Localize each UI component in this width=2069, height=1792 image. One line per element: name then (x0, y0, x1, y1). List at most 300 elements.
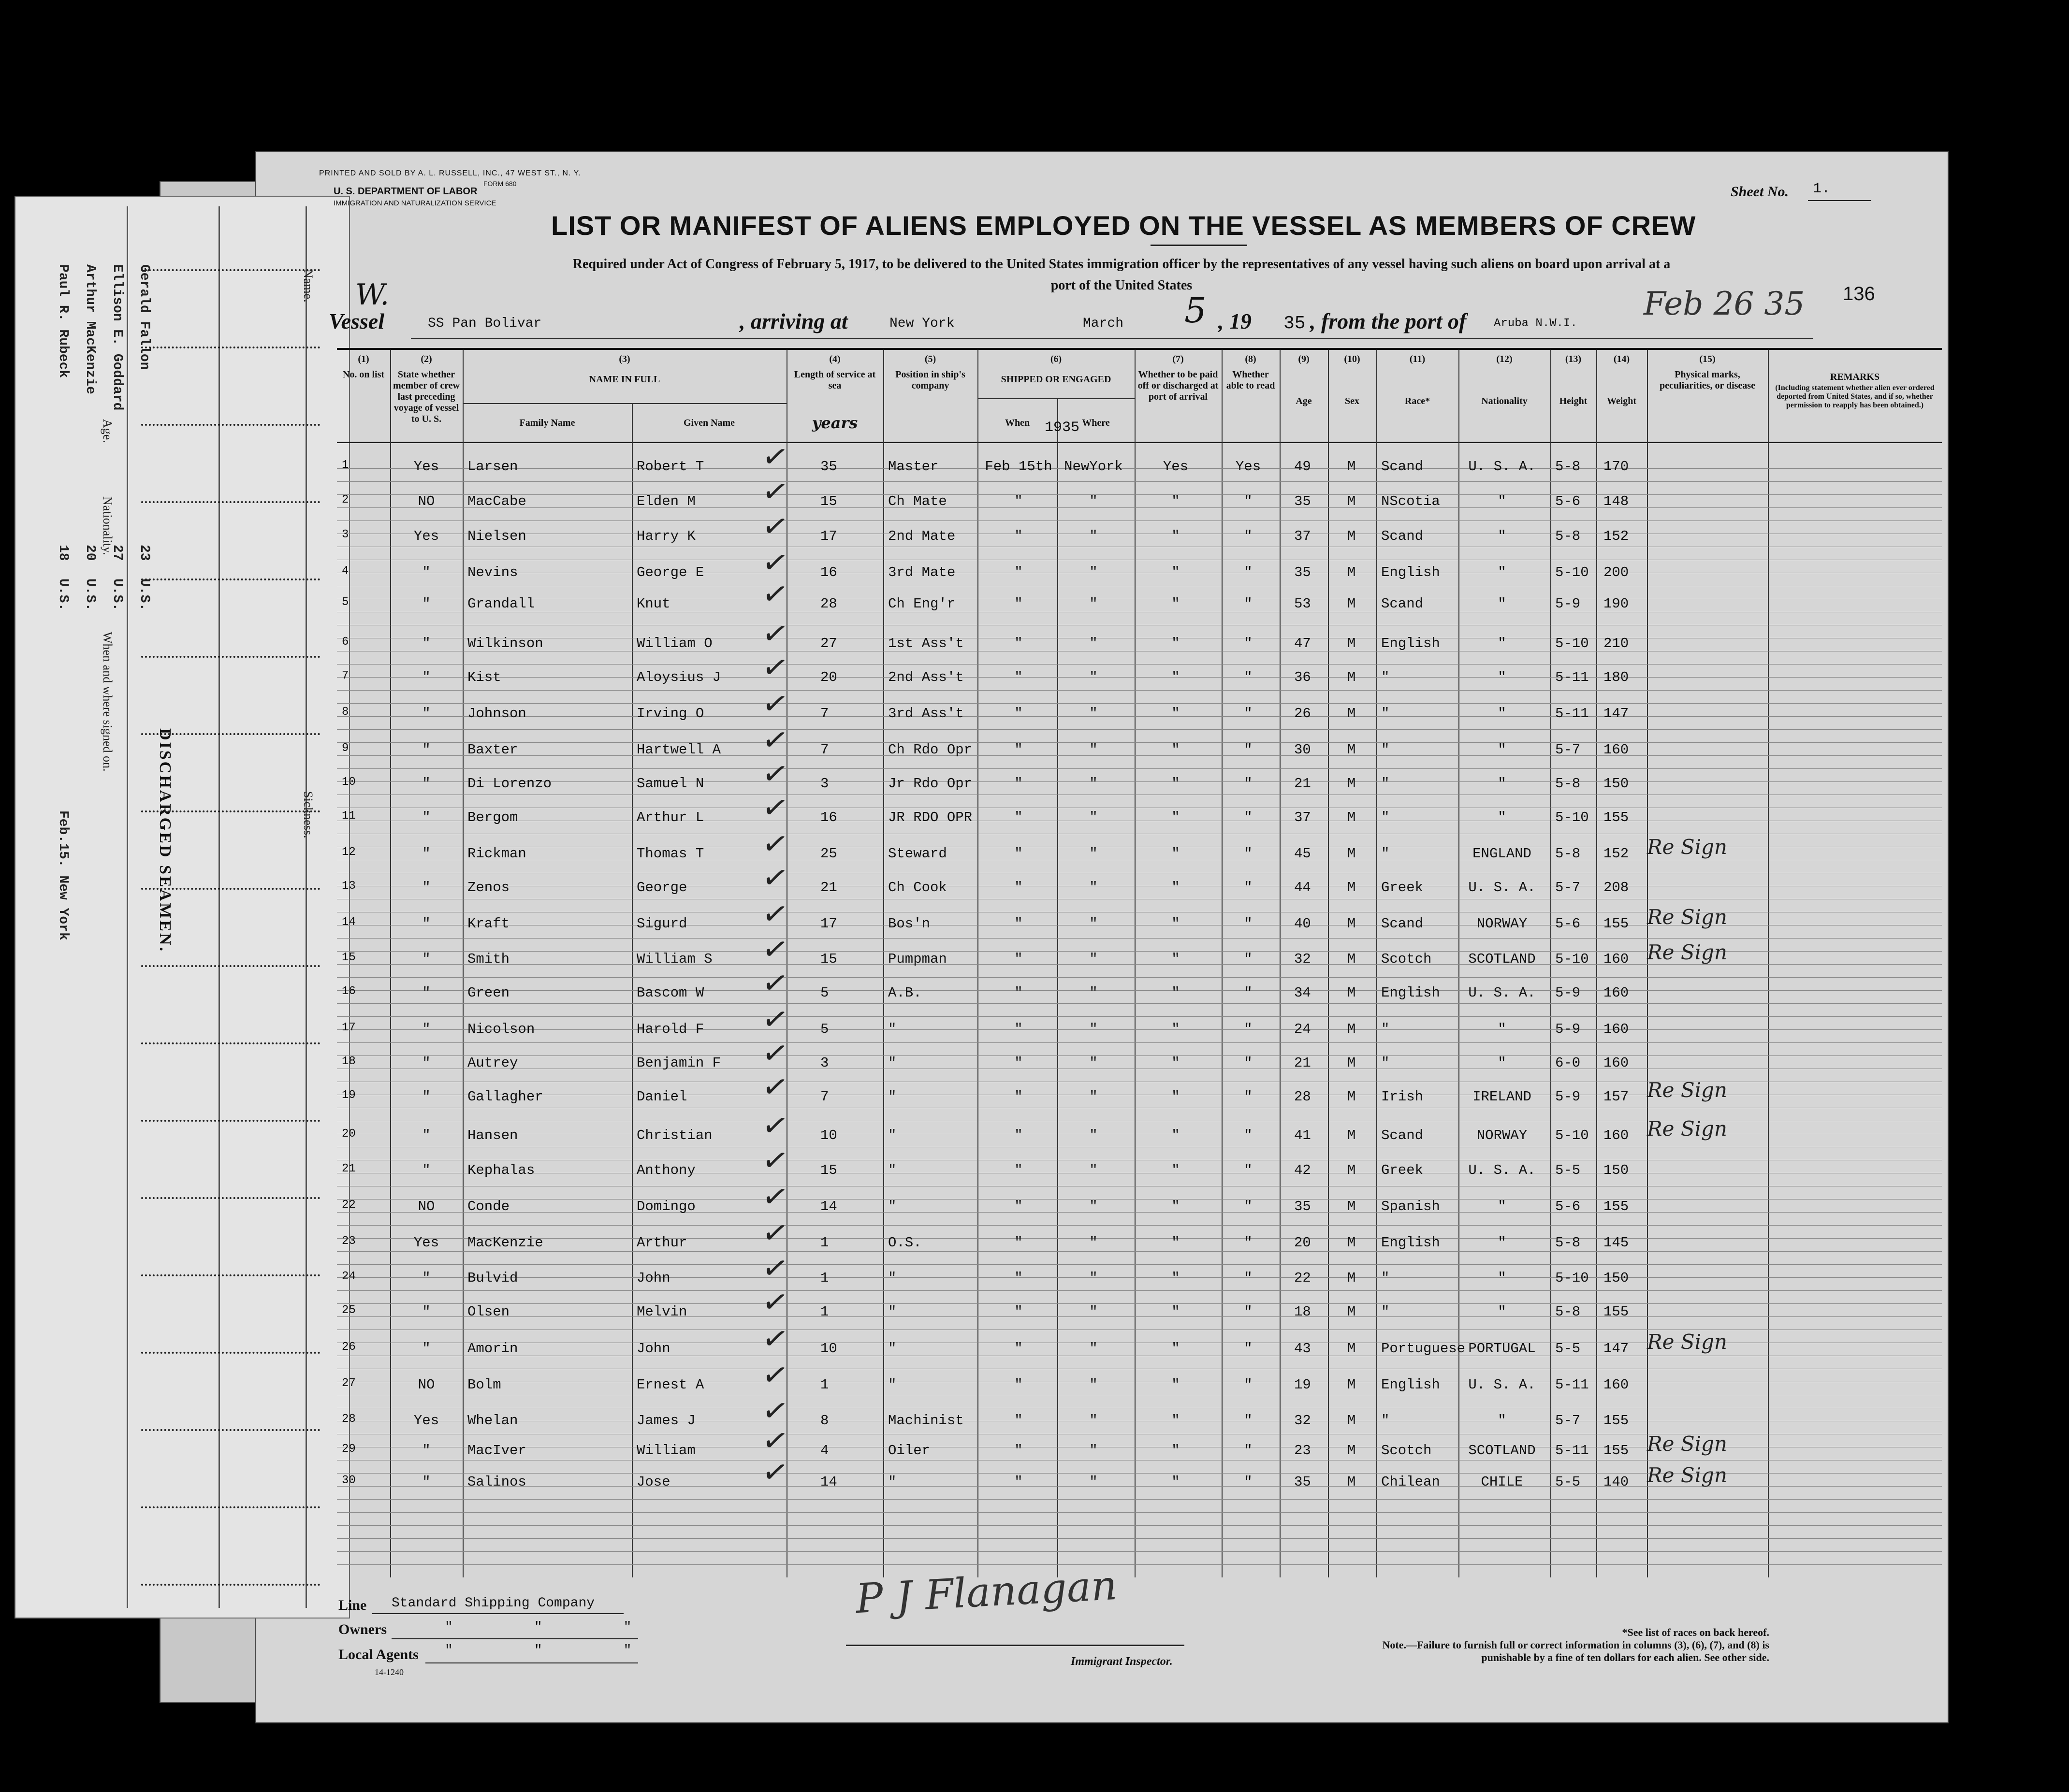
weight: 155 (1603, 809, 1629, 825)
sex: M (1347, 1474, 1356, 1490)
nationality: U. S. A. (1468, 459, 1536, 475)
family-name: Nielsen (467, 528, 526, 544)
left-sheet-header-signed: When and where signed on. (101, 632, 115, 772)
position: " (888, 1021, 897, 1037)
able-to-read: " (1244, 1377, 1253, 1393)
age: 49 (1294, 459, 1311, 475)
position: JR RDO OPR (888, 809, 973, 825)
position: 3rd Ass't (888, 706, 964, 722)
weight: 208 (1603, 880, 1629, 896)
sex: M (1347, 1127, 1356, 1143)
paid-off: " (1171, 669, 1180, 685)
column-header: Nationality (1481, 396, 1528, 406)
row-number: 17 (342, 1021, 356, 1034)
age: 22 (1294, 1270, 1311, 1286)
ruled-line (337, 690, 1942, 691)
ruled-line (337, 664, 1942, 665)
given-name: George E (637, 564, 704, 580)
paid-off: Yes (1163, 459, 1189, 475)
check-mark-icon: ✓ (759, 543, 791, 582)
row-number: 26 (342, 1341, 356, 1354)
position: " (888, 1341, 897, 1357)
nationality: " (1498, 706, 1506, 722)
nationality: " (1498, 776, 1506, 792)
stamp-number: 136 (1843, 283, 1875, 304)
nationality: " (1498, 1235, 1506, 1251)
previous-voyage: " (422, 1127, 431, 1143)
given-name: Daniel (637, 1089, 687, 1105)
able-to-read: " (1244, 1270, 1253, 1286)
left-sheet-entries (103, 264, 131, 516)
left-sheet-ruled-line (141, 424, 320, 426)
family-name: Amorin (467, 1341, 518, 1357)
age: 35 (1294, 1199, 1311, 1214)
race: " (1381, 706, 1390, 722)
ruled-line (337, 481, 1942, 482)
shipped-where: " (1089, 1474, 1098, 1490)
row-number: 27 (342, 1377, 356, 1390)
previous-voyage: " (422, 809, 431, 825)
paid-off: " (1171, 1021, 1180, 1037)
able-to-read: " (1244, 1341, 1253, 1357)
paid-off: " (1171, 1270, 1180, 1286)
sex: M (1347, 564, 1356, 580)
check-mark-icon: ✓ (759, 1283, 791, 1322)
weight: 150 (1603, 1270, 1629, 1286)
arrival-month: March (1083, 316, 1124, 331)
ruled-line (337, 768, 1942, 769)
race: " (1381, 776, 1390, 792)
service-years: 7 (820, 706, 829, 722)
shipped-where: " (1089, 880, 1098, 896)
ruled-line (337, 494, 1942, 495)
left-sheet-ruled-line (141, 656, 320, 658)
left-sheet-ruled-line (141, 965, 320, 967)
left-sheet-ruled-line (141, 1584, 320, 1586)
family-name: Kraft (467, 916, 510, 932)
remark: Re Sign (1647, 1463, 1727, 1487)
height: 5-8 (1555, 1235, 1581, 1251)
shipped-when: " (1014, 636, 1023, 651)
row-number: 24 (342, 1270, 356, 1283)
sex: M (1347, 916, 1356, 932)
shipped-where: " (1089, 636, 1098, 651)
family-name: MacCabe (467, 493, 526, 509)
height: 5-8 (1555, 776, 1581, 792)
able-to-read: " (1244, 636, 1253, 651)
shipped-when: " (1014, 880, 1023, 896)
nationality: " (1498, 636, 1506, 651)
service-years: 10 (820, 1341, 837, 1357)
sex: M (1347, 596, 1356, 612)
paid-off: " (1171, 564, 1180, 580)
fine-note: Note.—Failure to furnish full or correct information in columns (3), (6), (7), and (8) is punishable by a fine of ten dollars for each alien. See other side. (1382, 1639, 1769, 1663)
family-name: Kephalas (467, 1162, 535, 1178)
column-header: State whether member of crew last preceding voyage of vessel to U. S. (393, 369, 460, 424)
family-name: Johnson (467, 706, 526, 722)
weight: 160 (1603, 742, 1629, 758)
paid-off: " (1171, 528, 1180, 544)
able-to-read: " (1244, 985, 1253, 1001)
check-mark-icon: ✓ (759, 824, 791, 864)
height: 5-5 (1555, 1341, 1581, 1357)
nationality: NORWAY (1476, 916, 1528, 932)
ruled-line (337, 1212, 1942, 1213)
age: 34 (1294, 985, 1311, 1001)
nationality: " (1498, 564, 1506, 580)
able-to-read: " (1244, 596, 1253, 612)
weight: 155 (1603, 1413, 1629, 1429)
sheet-number-value: 1. (1813, 181, 1831, 197)
position: Oiler (888, 1443, 931, 1459)
given-name: Melvin (637, 1304, 687, 1320)
left-sheet-entries (49, 578, 76, 611)
left-sheet-ruled-line (141, 1429, 320, 1431)
given-name: Thomas T (637, 846, 704, 862)
previous-voyage: " (422, 1270, 431, 1286)
age: 24 (1294, 1021, 1311, 1037)
subtitle-line-2: port of the United States (1050, 278, 1193, 293)
manifest-title: LIST OR MANIFEST OF ALIENS EMPLOYED ON THE VESSEL AS MEMBERS OF CREW (551, 210, 1696, 241)
nationality: U. S. A. (1468, 1377, 1536, 1393)
check-mark-icon: ✓ (759, 1421, 791, 1460)
left-sheet-entries (103, 545, 131, 561)
given-name: Elden M (637, 493, 696, 509)
ruled-line (337, 468, 1942, 469)
weight: 160 (1603, 1021, 1629, 1037)
age: 45 (1294, 846, 1311, 862)
ruled-line (337, 938, 1942, 939)
subcolumn-header: When (1005, 418, 1030, 428)
paid-off: " (1171, 742, 1180, 758)
row-number: 13 (342, 880, 356, 893)
weight: 155 (1603, 1304, 1629, 1320)
age: 35 (1294, 564, 1311, 580)
age: 43 (1294, 1341, 1311, 1357)
vessel-label: Vessel (329, 309, 384, 333)
ruled-line (337, 703, 1942, 704)
service-years: 3 (820, 1055, 829, 1071)
family-name: Salinos (467, 1474, 526, 1490)
crew-manifest-table (337, 348, 1942, 1577)
family-name: Di Lorenzo (467, 776, 552, 792)
sex: M (1347, 1304, 1356, 1320)
able-to-read: " (1244, 1021, 1253, 1037)
service-years: 20 (820, 669, 837, 685)
paid-off: " (1171, 1127, 1180, 1143)
weight: 170 (1603, 459, 1629, 475)
column-divider (1222, 350, 1223, 1577)
position: 2nd Ass't (888, 669, 964, 685)
service-years: 5 (820, 1021, 829, 1037)
race: English (1381, 636, 1440, 651)
previous-voyage: NO (418, 1377, 435, 1393)
service-years: 8 (820, 1413, 829, 1429)
height: 5-8 (1555, 528, 1581, 544)
shipped-where: " (1089, 1341, 1098, 1357)
given-name: Bascom W (637, 985, 704, 1001)
race: " (1381, 1413, 1390, 1429)
row-number: 5 (342, 596, 349, 609)
remark: Re Sign (1647, 905, 1727, 929)
left-sheet-title: DISCHARGED SEAMEN. (156, 728, 174, 953)
previous-voyage: NO (418, 1199, 435, 1214)
given-name: Christian (637, 1127, 713, 1143)
race: Portuguese (1381, 1341, 1466, 1357)
height: 5-11 (1555, 669, 1589, 685)
race: " (1381, 1270, 1390, 1286)
check-mark-icon: ✓ (759, 575, 791, 614)
row-number: 10 (342, 776, 356, 789)
row-number: 25 (342, 1304, 356, 1317)
discharged-seamen-sheet (15, 196, 350, 1619)
height: 5-10 (1555, 636, 1589, 651)
ruled-line (337, 1264, 1942, 1265)
given-name: John (637, 1270, 670, 1286)
check-mark-icon: ✓ (759, 895, 791, 934)
race: NScotia (1381, 493, 1440, 509)
height: 5-5 (1555, 1162, 1581, 1178)
service-years: 10 (820, 1127, 837, 1143)
height: 5-10 (1555, 564, 1589, 580)
position: O.S. (888, 1235, 922, 1251)
able-to-read: Yes (1235, 459, 1261, 475)
column-divider (1280, 350, 1281, 1577)
column-number: (12) (1496, 354, 1513, 364)
family-name: Whelan (467, 1413, 518, 1429)
nationality: U. S. A. (1468, 985, 1536, 1001)
able-to-read: " (1244, 1235, 1253, 1251)
row-number: 6 (342, 636, 349, 649)
paid-off: " (1171, 1443, 1180, 1459)
position: Jr Rdo Opr (888, 776, 973, 792)
shipped-where: " (1089, 742, 1098, 758)
left-sheet-ruled-line (141, 733, 320, 735)
column-divider (1596, 350, 1597, 1577)
previous-voyage: Yes (413, 528, 439, 544)
given-name: Arthur (637, 1235, 687, 1251)
shipped-when: " (1014, 1377, 1023, 1393)
previous-voyage: Yes (413, 1235, 439, 1251)
ruled-line (337, 1055, 1942, 1056)
row-number: 2 (342, 493, 349, 506)
left-sheet-entry-age: 23 (137, 545, 152, 561)
check-mark-icon: ✓ (759, 472, 791, 511)
subcolumn-header: Where (1082, 418, 1110, 428)
arrival-day: 5 (1184, 290, 1207, 331)
given-name: Knut (637, 596, 670, 612)
nationality: U. S. A. (1468, 1162, 1536, 1178)
column-header: Age (1296, 396, 1312, 406)
shipped-when: " (1014, 528, 1023, 544)
left-sheet-ruled-line (141, 269, 320, 271)
given-name: Samuel N (637, 776, 704, 792)
shipped-when: Feb 15th (985, 459, 1052, 475)
family-name: MacKenzie (467, 1235, 543, 1251)
handwritten-date: Feb 26 35 (1644, 285, 1805, 322)
check-mark-icon: ✓ (759, 684, 791, 723)
age: 37 (1294, 528, 1311, 544)
sex: M (1347, 528, 1356, 544)
shipped-where: " (1089, 706, 1098, 722)
ruled-line (337, 1303, 1942, 1304)
column-number: (14) (1613, 354, 1630, 364)
position: Pumpman (888, 951, 947, 967)
able-to-read: " (1244, 742, 1253, 758)
service-years: 14 (820, 1199, 837, 1214)
previous-voyage: Yes (413, 1413, 439, 1429)
row-number: 22 (342, 1199, 356, 1212)
weight: 157 (1603, 1089, 1629, 1105)
sex: M (1347, 846, 1356, 862)
inspector-rule (846, 1645, 1184, 1646)
race: Scand (1381, 596, 1424, 612)
height: 5-11 (1555, 706, 1589, 722)
sheet-number-label: Sheet No. (1731, 184, 1789, 200)
sex: M (1347, 742, 1356, 758)
check-mark-icon: ✓ (759, 858, 791, 897)
ruled-line (337, 507, 1942, 508)
remark: Re Sign (1647, 835, 1727, 859)
previous-voyage: " (422, 985, 431, 1001)
shipped-when: " (1014, 1055, 1023, 1071)
check-mark-icon: ✓ (759, 1177, 791, 1216)
subcolumn-header: Family Name (519, 418, 575, 428)
printer-imprint: PRINTED AND SOLD BY A. L. RUSSELL, INC., 47 WEST ST., N. Y. (319, 169, 581, 177)
paid-off: " (1171, 1055, 1180, 1071)
inspector-label: Immigrant Inspector. (1071, 1655, 1173, 1668)
shipped-subheader-rule (977, 398, 1135, 399)
shipped-where: " (1089, 1162, 1098, 1178)
column-number: (15) (1699, 354, 1716, 364)
row-number: 15 (342, 951, 356, 964)
sex: M (1347, 1413, 1356, 1429)
race: English (1381, 1377, 1440, 1393)
column-divider (1376, 350, 1377, 1577)
position: " (888, 1055, 897, 1071)
left-sheet-ruled-line (141, 578, 320, 580)
able-to-read: " (1244, 706, 1253, 722)
paid-off: " (1171, 846, 1180, 862)
able-to-read: " (1244, 1474, 1253, 1490)
sex: M (1347, 1055, 1356, 1071)
sex: M (1347, 951, 1356, 967)
row-number: 9 (342, 742, 349, 755)
shipped-when: " (1014, 1304, 1023, 1320)
year-prefix: , 19 (1218, 309, 1252, 333)
shipped-when: " (1014, 776, 1023, 792)
shipped-where: " (1089, 1199, 1098, 1214)
weight: 147 (1603, 1341, 1629, 1357)
inspector-signature: P J Flanagan (854, 1561, 1119, 1623)
able-to-read: " (1244, 669, 1253, 685)
sex: M (1347, 1162, 1356, 1178)
row-number: 28 (342, 1413, 356, 1426)
shipped-where: " (1089, 564, 1098, 580)
column-divider (977, 350, 978, 1577)
shipped-when: " (1014, 809, 1023, 825)
left-sheet-ruled-line (141, 347, 320, 348)
ruled-line (337, 520, 1942, 521)
height: 5-7 (1555, 1413, 1581, 1429)
paid-off: " (1171, 985, 1180, 1001)
paid-off: " (1171, 809, 1180, 825)
position: " (888, 1089, 897, 1105)
ruled-line (337, 1538, 1942, 1539)
row-number: 23 (342, 1235, 356, 1248)
shipped-where: " (1089, 985, 1098, 1001)
agents-value: " " " (445, 1643, 632, 1658)
family-name: Olsen (467, 1304, 510, 1320)
able-to-read: " (1244, 1413, 1253, 1429)
given-name: Arthur L (637, 809, 704, 825)
column-number: (8) (1245, 354, 1256, 364)
sex: M (1347, 459, 1356, 475)
family-name: Hansen (467, 1127, 518, 1143)
shipped-when: " (1014, 1199, 1023, 1214)
height: 5-7 (1555, 742, 1581, 758)
given-name: William S (637, 951, 713, 967)
position: Machinist (888, 1413, 964, 1429)
column-number: (10) (1344, 354, 1360, 364)
age: 32 (1294, 1413, 1311, 1429)
check-mark-icon: ✓ (759, 1214, 791, 1253)
paid-off: " (1171, 596, 1180, 612)
row-number: 16 (342, 985, 356, 998)
paid-off: " (1171, 916, 1180, 932)
left-sheet-entries (76, 264, 103, 516)
form-code: 14-1240 (375, 1667, 404, 1677)
ruled-line (337, 1238, 1942, 1239)
left-sheet-entry-name: Gerald Fallon (137, 264, 152, 370)
column-divider (1768, 350, 1769, 1577)
nationality: " (1498, 1199, 1506, 1214)
nationality: SCOTLAND (1468, 951, 1536, 967)
check-mark-icon: ✓ (759, 754, 791, 794)
column-header: No. on list (342, 369, 385, 380)
row-number: 14 (342, 916, 356, 929)
previous-voyage: Yes (413, 459, 439, 475)
race: Scotch (1381, 951, 1432, 967)
position: Ch Mate (888, 493, 947, 509)
race: Greek (1381, 1162, 1424, 1178)
shipped-when: " (1014, 1235, 1023, 1251)
age: 44 (1294, 880, 1311, 896)
shipped-when: " (1014, 706, 1023, 722)
age: 20 (1294, 1235, 1311, 1251)
column-number: (13) (1565, 354, 1582, 364)
left-sheet-divider (306, 206, 307, 1608)
race: English (1381, 1235, 1440, 1251)
nationality: " (1498, 493, 1506, 509)
race: Greek (1381, 880, 1424, 896)
nationality: " (1498, 669, 1506, 685)
race: " (1381, 1021, 1390, 1037)
agents-label: Local Agents (338, 1647, 419, 1662)
nationality: PORTUGAL (1468, 1341, 1536, 1357)
remark: Re Sign (1647, 1078, 1727, 1102)
shipped-where: " (1089, 1127, 1098, 1143)
left-sheet-entry-nationality: U.S. (137, 578, 152, 611)
column-header: REMARKS (1830, 372, 1880, 382)
check-mark-icon: ✓ (759, 1319, 791, 1358)
sex: M (1347, 1089, 1356, 1105)
footer-notes (1334, 1626, 1769, 1664)
position: " (888, 1162, 897, 1178)
left-sheet-entry-age: 18 (56, 545, 71, 561)
shipped-where: " (1089, 1235, 1098, 1251)
paid-off: " (1171, 1199, 1180, 1214)
